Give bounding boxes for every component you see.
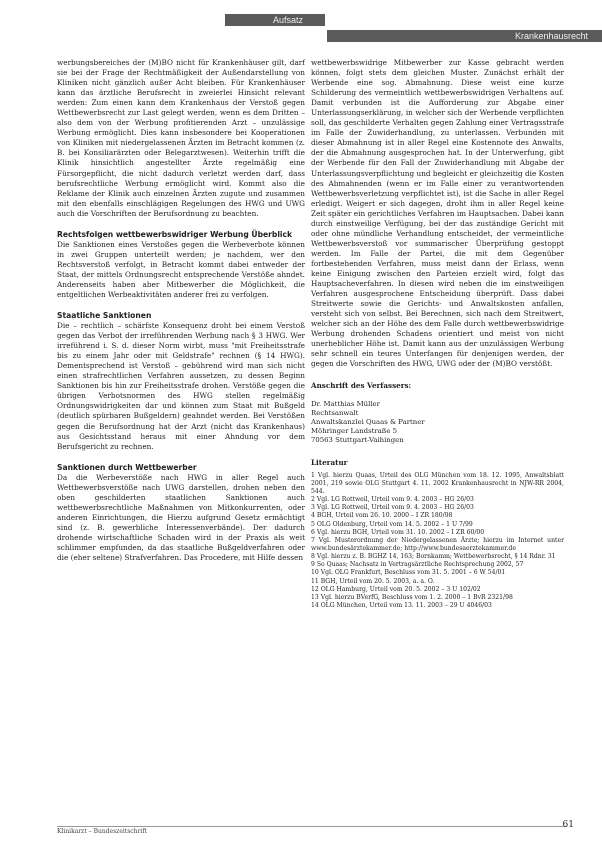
right-column (311, 58, 564, 610)
paragraph: Die Sanktionen eines Verstoßes gegen die Werbeverbote können in zwei Gruppen unterteilt werden; je nachdem, wer den Rechtsverstoß verfolgt, in Betracht kommt dabei entweder der Staat, der mittels Ordnungsrecht entsprechende Verstöße ahndet. Anderenseits haben aber Mitbewerber die Möglichkeit, die entgeltlichen Werbeaktivitäten anderer frei zu verfolgen. (57, 239, 305, 299)
author-line: Rechtsanwalt (311, 408, 359, 417)
paragraph: Die – rechtlich – schärfste Konsequenz droht bei einem Verstoß gegen das Verbot der irreführenden Werbung nach § 3 HWG. Wer irreführend i. S. d. dieser Norm wirbt, muss "mit Freiheitsstrafe bis zu einem Jahr oder mit Geldstrafe" rechnen (§ 14 HWG). Dementsprechend ist Verstoß – gebührend wird man sich nicht einen strafrechtlichen Verfahren aussetzen, zu dessen Beginn Sanktionen bis hin zur Freiheitsstrafe drohen. Verstöße gegen die übrigen Verbotsnormen des HWG stellen regelmäßig Ordnungswidrigkeiten dar und können zum Staat mit Bußgeld (deutlich spürbaren Bußgeldern) geahndet werden. Bei Verstößen gegen die Berufsordnung hat der Arzt (nicht das Krankenhaus) aus Gesichtsstand heraus mit einer Ahndung vor dem Berufsgericht zu rechnen. (57, 321, 305, 451)
reference-item: 12 OLG Hamburg, Urteil vom 20. 5. 2002 – 3 U 102/02 (311, 585, 481, 593)
paragraph: werbungsbereiches der (M)BO nicht für Krankenhäuser gilt, darf sie bei der Frage der Rechtmäßigkeit der Außendarstellung von Kliniken nicht gänzlich außer Acht bleiben. Für Krankenhäuser kann das ärztliche Berufsrecht in zweierlei Hinsicht relevant werden: Zum einen kann dem Krankenhaus der Verstoß gegen Wettbewerbsrecht zur Last gelegt werden, wenn es dem Dritten – also dem von der Werbung profitierenden Arzt – unzulässige Werbung ermöglicht. Dies kann insbesondere bei Kooperationen von Kliniken mit niedergelassenen Ärzten im Betracht kommen (z. B. bei Konsiliarärzten oder Belegarztwesen). Weiterhin trifft die Klinik hinsichtlich angestellter Ärzte regelmäßig eine Fürsorgepflicht, die nicht dadurch verletzt werden darf, dass berufsrechtliche Werbung ermöglicht wird. Kommt also die Reklame der Klinik auch einzelnen Ärzten zugute und zusammen mit den ebenfalls einschlägigen Regelungen des HWG und UWG auch die Vorschriften der Berufsordnung zu beachten. (57, 58, 305, 218)
reference-item: 10 Vgl. OLG Frankfurt, Beschluss vom 31. 5. 2001 – 6 W 54/01 (311, 569, 506, 577)
topic-label: Krankenhausrecht (327, 30, 602, 42)
reference-item: 3 Vgl. LG Rottweil, Urteil vom 9. 4. 2003 – HG 26/03 (311, 504, 474, 512)
section-label: Aufsatz (225, 14, 325, 26)
reference-item: 9 So Quaas; Nachsatz in Vertragsärztliche Rechtsprechung 2002, 57 (311, 561, 524, 569)
reference-item: 13 Vgl. hierzu BVerfG, Beschluss vom 1. 2. 2000 – 1 BvR 2321/98 (311, 593, 513, 601)
reference-item: 5 OLG Oldenburg, Urteil vom 14. 5. 2002 – 1 U 7/99 (311, 520, 473, 528)
literature-list (311, 472, 564, 611)
paragraph: Da die Werbeverstöße nach HWG in aller Regel auch Wettbewerbsverstöße nach UWG darstellen, drohen neben den oben geschilderten staatlichen Sanktionen auch wettbewerbsrechtliche Maßnahmen von Mitkonkurrenten, oder anderen Einrichtungen, die Hierzu aufgrund Gesetz ermächtigt sind (z. B. gewerbliche Interessenverbände). Der dadurch drohende wirtschaftliche Schaden wird in der Praxis als weit schlimmer empfunden, da das staatliche Bußgeldverfahren oder die (eher seltene) Strafverfahren. Das Procedere, mit Hilfe dessen (57, 472, 305, 563)
reference-item: 11 BGH, Urteil vom 20. 5. 2003, a. a. O. (311, 577, 435, 585)
author-address (311, 400, 564, 446)
reference-item: 2 Vgl. LG Rottweil, Urteil vom 9. 4. 2003 – HG 26/03 (311, 496, 474, 504)
section-heading: Sanktionen durch Wettbewerber (57, 462, 197, 472)
author-line: Dr. Matthias Müller (311, 399, 380, 408)
left-column (57, 58, 305, 563)
reference-item: 6 Vgl. hierzu BGH, Urteil vom 31. 10. 2002 – I ZR 60/00 (311, 528, 485, 536)
page-number: 61 (562, 820, 574, 830)
author-line: Möhringer Landstraße 5 (311, 427, 398, 436)
author-line: Anwaltskanzlei Quaas & Partner (311, 417, 425, 426)
paragraph: wettbewerbswidrige Mitbewerber zur Kasse gebracht werden können, folgt stets dem gleichen Muster. Zunächst erhält der Werbende eine sog. Abmahnung. Diese weist eine kurze Schilderung des vermeintlich wettbewerbswidrigen Verhaltens auf. Damit verbunden ist die Aufforderung zur Abgabe einer Unterlassungserklärung, in welcher sich der Werbende verpflichten soll, das geschilderte Verhalten gegen Zahlung einer Vertragsstrafe im Falle der Zuwiderhandlung, zu unterlassen. Verbunden mit dieser Abmahnung ist in aller Regel eine Kostennote des Anwalts, der die Abmahnung ausgesprochen hat. In der Unterwerfung, gibt der Werbende für den Fall der Zuwiderhandlung mit Abgabe der Unterlassungsverpflichtung und begleicht er gleichzeitig die Kosten des Abmahnenden (wenn er im Falle einer zu verantwortenden Wettbewerbsverletzung verpflichtet ist), ist die Sache in aller Regel erledigt. Weigert er sich dagegen, droht ihm in aller Regel keine Zeit später ein gerichtliches Verfahren im Hauptsachen. Dabei kann durch einstweilige Verfügung, bei der das zuständige Gericht mit oder ohne mündliche Verhandlung entscheidet, der vermeintliche Wettbewerbsverstoß vor summarischer Überprüfung gestoppt werden. Im Falle der Partei, die mit dem Gegenüber fortbestehenden Verfahren, muss meist dann der Erlass, wenn keine Einigung zwischen den Parteien erzielt wird, folgt das Hauptsacheverfahren. In diesen wird neben die im einstweiligen Verfahren ausgesprochene Entscheidung überprüft. Dass dabei Streitwerte sowie die Gerichts- und Anwaltskosten anfallen, versteht sich von selbst. Bei Berechnen, sich nach dem Streitwert, welcher sich an der Höhe des dem Falle durch wettbewerbswidrige Werbung drohenden Schadens orientiert und meist von nicht unerheblicher Höhe ist. Damit kann aus der unzulässigen Werbung sehr schnell ein teures Unterfangen für denjenigen werden, der gegen die Vorschriften des HWG, UWG oder der (M)BO verstößt. (311, 58, 564, 369)
reference-item: 8 Vgl. hierzu z. B. BGHZ 14, 163; Bornkamm; Wettbewerbsrecht, § 14 Rdnr. 31 (311, 553, 556, 561)
journal-name: Klinikarzt – Bundeszeitschrift (57, 828, 147, 835)
author-line: 70563 Stuttgart-Vaihingen (311, 436, 404, 445)
footer-divider (57, 826, 567, 827)
section-heading: Rechtsfolgen wettbewerbswidriger Werbung Überblick (57, 229, 293, 239)
section-heading: Staatliche Sanktionen (57, 311, 152, 321)
reference-item: 7 Vgl. Musterordnung der Niedergelassenen Ärzte; hierzu im Internet unter www.bundesärztekammer.de; http://www.bundesaerztekammer.de (311, 536, 564, 552)
reference-item: 4 BGH, Urteil vom 26. 10. 2000 – I ZR 180/98 (311, 512, 453, 520)
literature-heading: Literatur (311, 457, 348, 467)
reference-item: 1 Vgl. hierzu Quaas, Urteil des OLG München vom 18. 12. 1995, Anwaltsblatt 2001, 219 sowie OLG Stuttgart 4. 11. 2002 Krankenhausrecht in NJW-RR 2004, 544. (311, 471, 564, 495)
author-heading: Anschrift des Verfassers: (311, 381, 412, 391)
reference-item: 14 OLG München, Urteil vom 13. 11. 2003 – 29 U 4046/03 (311, 602, 492, 610)
